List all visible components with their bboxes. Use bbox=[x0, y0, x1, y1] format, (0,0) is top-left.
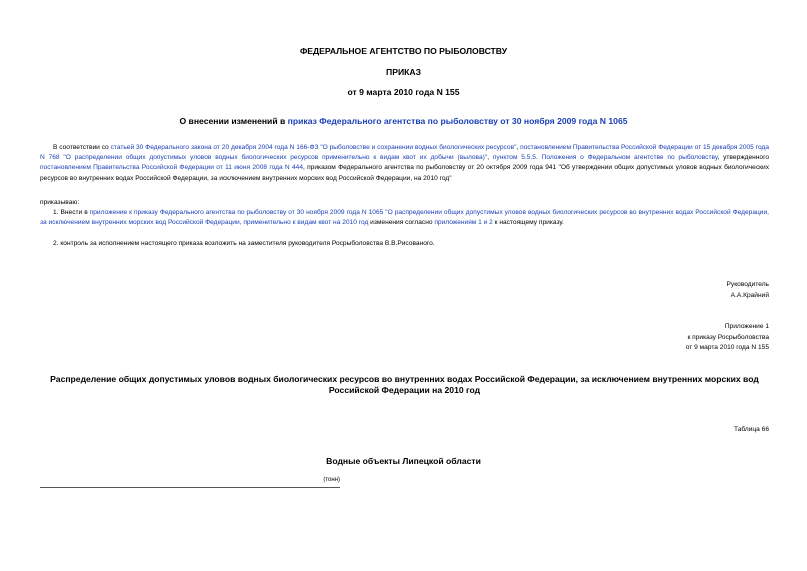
order-item-1 bbox=[40, 208, 769, 228]
link-regulation-point[interactable]: пунктом 5.5.5. Положения о Федеральном агентстве по рыболовству bbox=[492, 154, 718, 162]
preamble-paragraph bbox=[40, 143, 769, 184]
distribution-title: Распределение общих допустимых уловов водных биологических ресурсов во внутренних водах Российской Федерации, за исключением внутренних морских вод Российской Федерации на 2010 год bbox=[50, 374, 759, 395]
item1-text-3: к настоящему приказу. bbox=[492, 219, 564, 227]
agency-heading: ФЕДЕРАЛЬНОЕ АГЕНТСТВО ПО РЫБОЛОВСТВУ bbox=[299, 46, 508, 56]
preamble-text-5: , приказом Федерального агентства по рыболовству от 20 октября 2009 года 941 "Об утверждении общих допустимых уловов водных биологических ресурсов во внутренних водах Российской Федерации, за исключением внутренних морских вод Российской Федерации, на 2010 год" bbox=[40, 164, 769, 182]
signature-role: Руководитель bbox=[726, 281, 769, 288]
link-government-decree-768[interactable]: постановлением Правительства Российской Федерации от 15 декабря 2005 года N 768 "О распределении общих допустимых уловов водных биологических ресурсов применительно к видам квот их добычи (вылова)" bbox=[40, 144, 769, 162]
order-word: приказываю: bbox=[40, 199, 80, 206]
doc-title-link[interactable]: приказ Федерального агентства по рыболовству от 30 ноября 2009 года N 1065 bbox=[287, 116, 628, 126]
appendix-number: Приложение 1 bbox=[724, 323, 769, 330]
appendix-date: от 9 марта 2010 года N 155 bbox=[685, 344, 769, 351]
item1-text-2: изменения согласно bbox=[368, 219, 435, 227]
link-appendix-order-1065[interactable]: приложение к приказу Федерального агентства по рыболовству от 30 ноября 2009 года N 1065 "О распределении общих допустимых уловов водных биологических ресурсов во внутренних водах Российской Федерации, за исключением внутренних морских вод Российской Федерации, применительно к видам квот на 2010 год bbox=[40, 209, 769, 227]
link-appendices-1-2[interactable]: приложениям 1 и 2 bbox=[434, 219, 493, 227]
order-item-2: 2. контроль за исполнением настоящего приказа возложить на заместителя руководителя Росрыболовства В.В.Рисованого. bbox=[53, 240, 435, 247]
unit-label: (тонн) bbox=[323, 477, 340, 483]
doc-date: от 9 марта 2010 года N 155 bbox=[347, 87, 460, 97]
section-title: Водные объекты Липецкой области bbox=[326, 456, 481, 466]
appendix-reference: к приказу Росрыболовства bbox=[687, 333, 769, 341]
signature-block bbox=[727, 280, 769, 301]
table-label: Таблица 66 bbox=[733, 426, 769, 433]
signature-name: А.А.Крайний bbox=[730, 291, 769, 299]
link-federal-law[interactable]: статьей 30 Федерального закона от 20 декабря 2004 года N 166-ФЗ "О рыболовстве и сохранении водных биологических ресурсов" bbox=[110, 144, 517, 151]
link-government-decree-444[interactable]: постановлением Правительства Российской Федерации от 11 июня 2008 года N 444 bbox=[40, 164, 303, 172]
appendix-block bbox=[686, 322, 769, 354]
item1-text-1: 1. Внести в bbox=[53, 209, 90, 216]
preamble-text-3: , bbox=[487, 154, 493, 162]
table-top-rule bbox=[40, 487, 340, 488]
preamble-text-4: , утвержденного bbox=[717, 154, 769, 162]
doc-title-prefix: О внесении изменений в bbox=[179, 116, 288, 126]
doc-title bbox=[0, 116, 807, 126]
doc-type-heading: ПРИКАЗ bbox=[386, 67, 421, 77]
preamble-text-2: , bbox=[516, 144, 521, 151]
preamble-text-1: В соответствии со bbox=[53, 144, 111, 151]
